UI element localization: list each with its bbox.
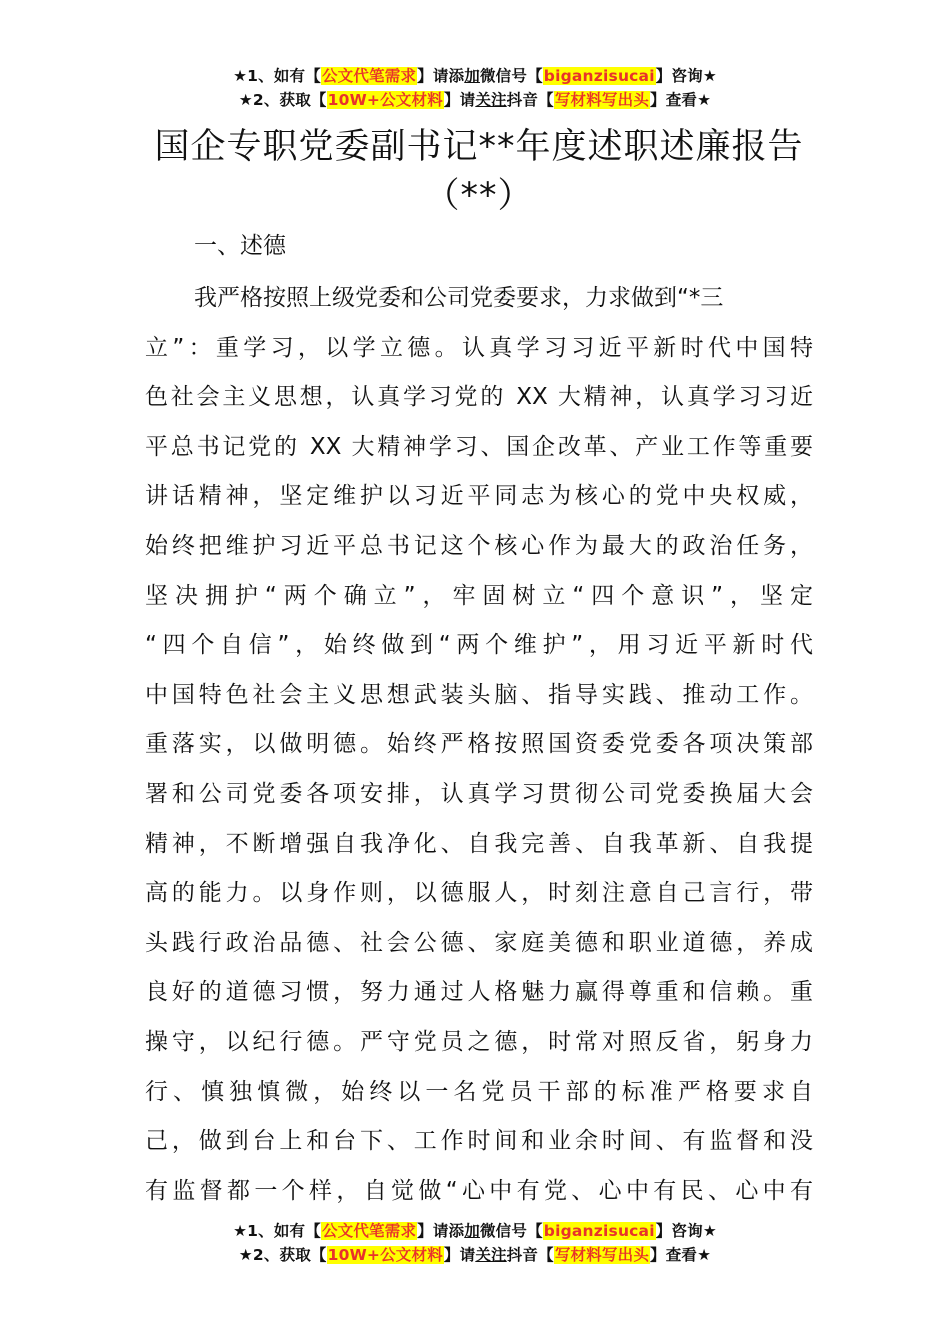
- body-line: 坚决拥护“两个确立”，牢固树立“四个意识”，坚定: [145, 582, 813, 609]
- ad-highlight: 10W+公文材料: [327, 91, 443, 109]
- document-title: [145, 123, 813, 221]
- body-line: 高的能力。以身作则，以德服人，时刻注意自己言行，带: [145, 880, 813, 907]
- body-line: 操守，以纪行德。严守党员之德，时常对照反省，躬身力: [145, 1028, 813, 1055]
- title-line-2: （**）: [424, 176, 534, 216]
- ad-text: ★1、如有【: [233, 1222, 321, 1240]
- ad-highlight: biganzisucai: [543, 67, 655, 85]
- body-paragraph: [145, 274, 813, 1216]
- ad-highlight: 写材料写出头: [554, 1246, 650, 1264]
- ad-text: 微信号【: [479, 67, 543, 85]
- ad-text: 】咨询★: [655, 67, 717, 85]
- ad-text: ★1、如有【: [233, 67, 321, 85]
- ad-highlight: 公文代笔需求: [321, 67, 417, 85]
- ad-text: 】请: [443, 1246, 476, 1264]
- ad-highlight: 10W+公文材料: [327, 1246, 443, 1264]
- body-line: 中国特色社会主义思想武装头脑、指导实践、推动工作。: [145, 681, 813, 708]
- body-line: 平总书记党的 XX 大精神学习、国企改革、产业工作等重要: [145, 433, 813, 460]
- ad-text: 】请添: [417, 67, 465, 85]
- body-line: 重落实，以做明德。始终严格按照国资委党委各项决策部: [145, 731, 813, 758]
- ad-emphasis: 加: [464, 67, 480, 85]
- ad-emphasis: 关注: [475, 1246, 507, 1264]
- ad-text: 】咨询★: [655, 1222, 717, 1240]
- body-line: 良好的道德习惯，努力通过人格魅力赢得尊重和信赖。重: [145, 979, 813, 1006]
- body-line: 讲话精神，坚定维护以习近平同志为核心的党中央权威，: [145, 483, 813, 510]
- ad-text: 】查看★: [650, 1246, 712, 1264]
- ad-text: 】查看★: [650, 91, 712, 109]
- ad-line-1: [0, 64, 950, 88]
- ad-text: ★2、获取【: [238, 1246, 327, 1264]
- bottom-ad-banner: [0, 1219, 950, 1267]
- section-heading: 一、述德: [194, 233, 286, 259]
- ad-emphasis: 加: [464, 1222, 480, 1240]
- ad-line-2: [0, 1243, 950, 1267]
- top-ad-banner: [0, 64, 950, 112]
- body-line: “四个自信”，始终做到“两个维护”，用习近平新时代: [145, 632, 813, 659]
- body-line: 行、慎独慎微，始终以一名党员干部的标准严格要求自: [145, 1078, 813, 1105]
- ad-highlight: biganzisucai: [543, 1222, 655, 1240]
- body-line: 有监督都一个样，自觉做“心中有党、心中有民、心中有: [145, 1177, 813, 1204]
- ad-highlight: 公文代笔需求: [321, 1222, 417, 1240]
- body-line: 我严格按照上级党委和公司党委要求，力求做到“*三: [194, 285, 724, 311]
- body-line: 署和公司党委各项安排，认真学习贯彻公司党委换届大会: [145, 780, 813, 807]
- ad-text: 微信号【: [479, 1222, 543, 1240]
- ad-highlight: 写材料写出头: [554, 91, 650, 109]
- body-line: 色社会主义思想，认真学习党的 XX 大精神，认真学习习近: [145, 384, 813, 411]
- ad-text: ★2、获取【: [238, 91, 327, 109]
- ad-line-2: [0, 88, 950, 112]
- ad-text: 抖音【: [506, 91, 554, 109]
- ad-text: 抖音【: [506, 1246, 554, 1264]
- ad-text: 】请: [443, 91, 476, 109]
- ad-emphasis: 关注: [475, 91, 507, 109]
- body-line: 始终把维护习近平总书记这个核心作为最大的政治任务，: [145, 532, 813, 559]
- ad-line-1: [0, 1219, 950, 1243]
- body-line: 立”：重学习，以学立德。认真学习习近平新时代中国特: [145, 334, 813, 361]
- body-line: 头践行政治品德、社会公德、家庭美德和职业道德，养成: [145, 929, 813, 956]
- body-line: 己，做到台上和台下、工作时间和业余时间、有监督和没: [145, 1128, 813, 1155]
- ad-text: 】请添: [417, 1222, 465, 1240]
- body-line: 精神，不断增强自我净化、自我完善、自我革新、自我提: [145, 830, 813, 857]
- title-line-1: 国企专职党委副书记**年度述职述廉报告: [154, 127, 804, 167]
